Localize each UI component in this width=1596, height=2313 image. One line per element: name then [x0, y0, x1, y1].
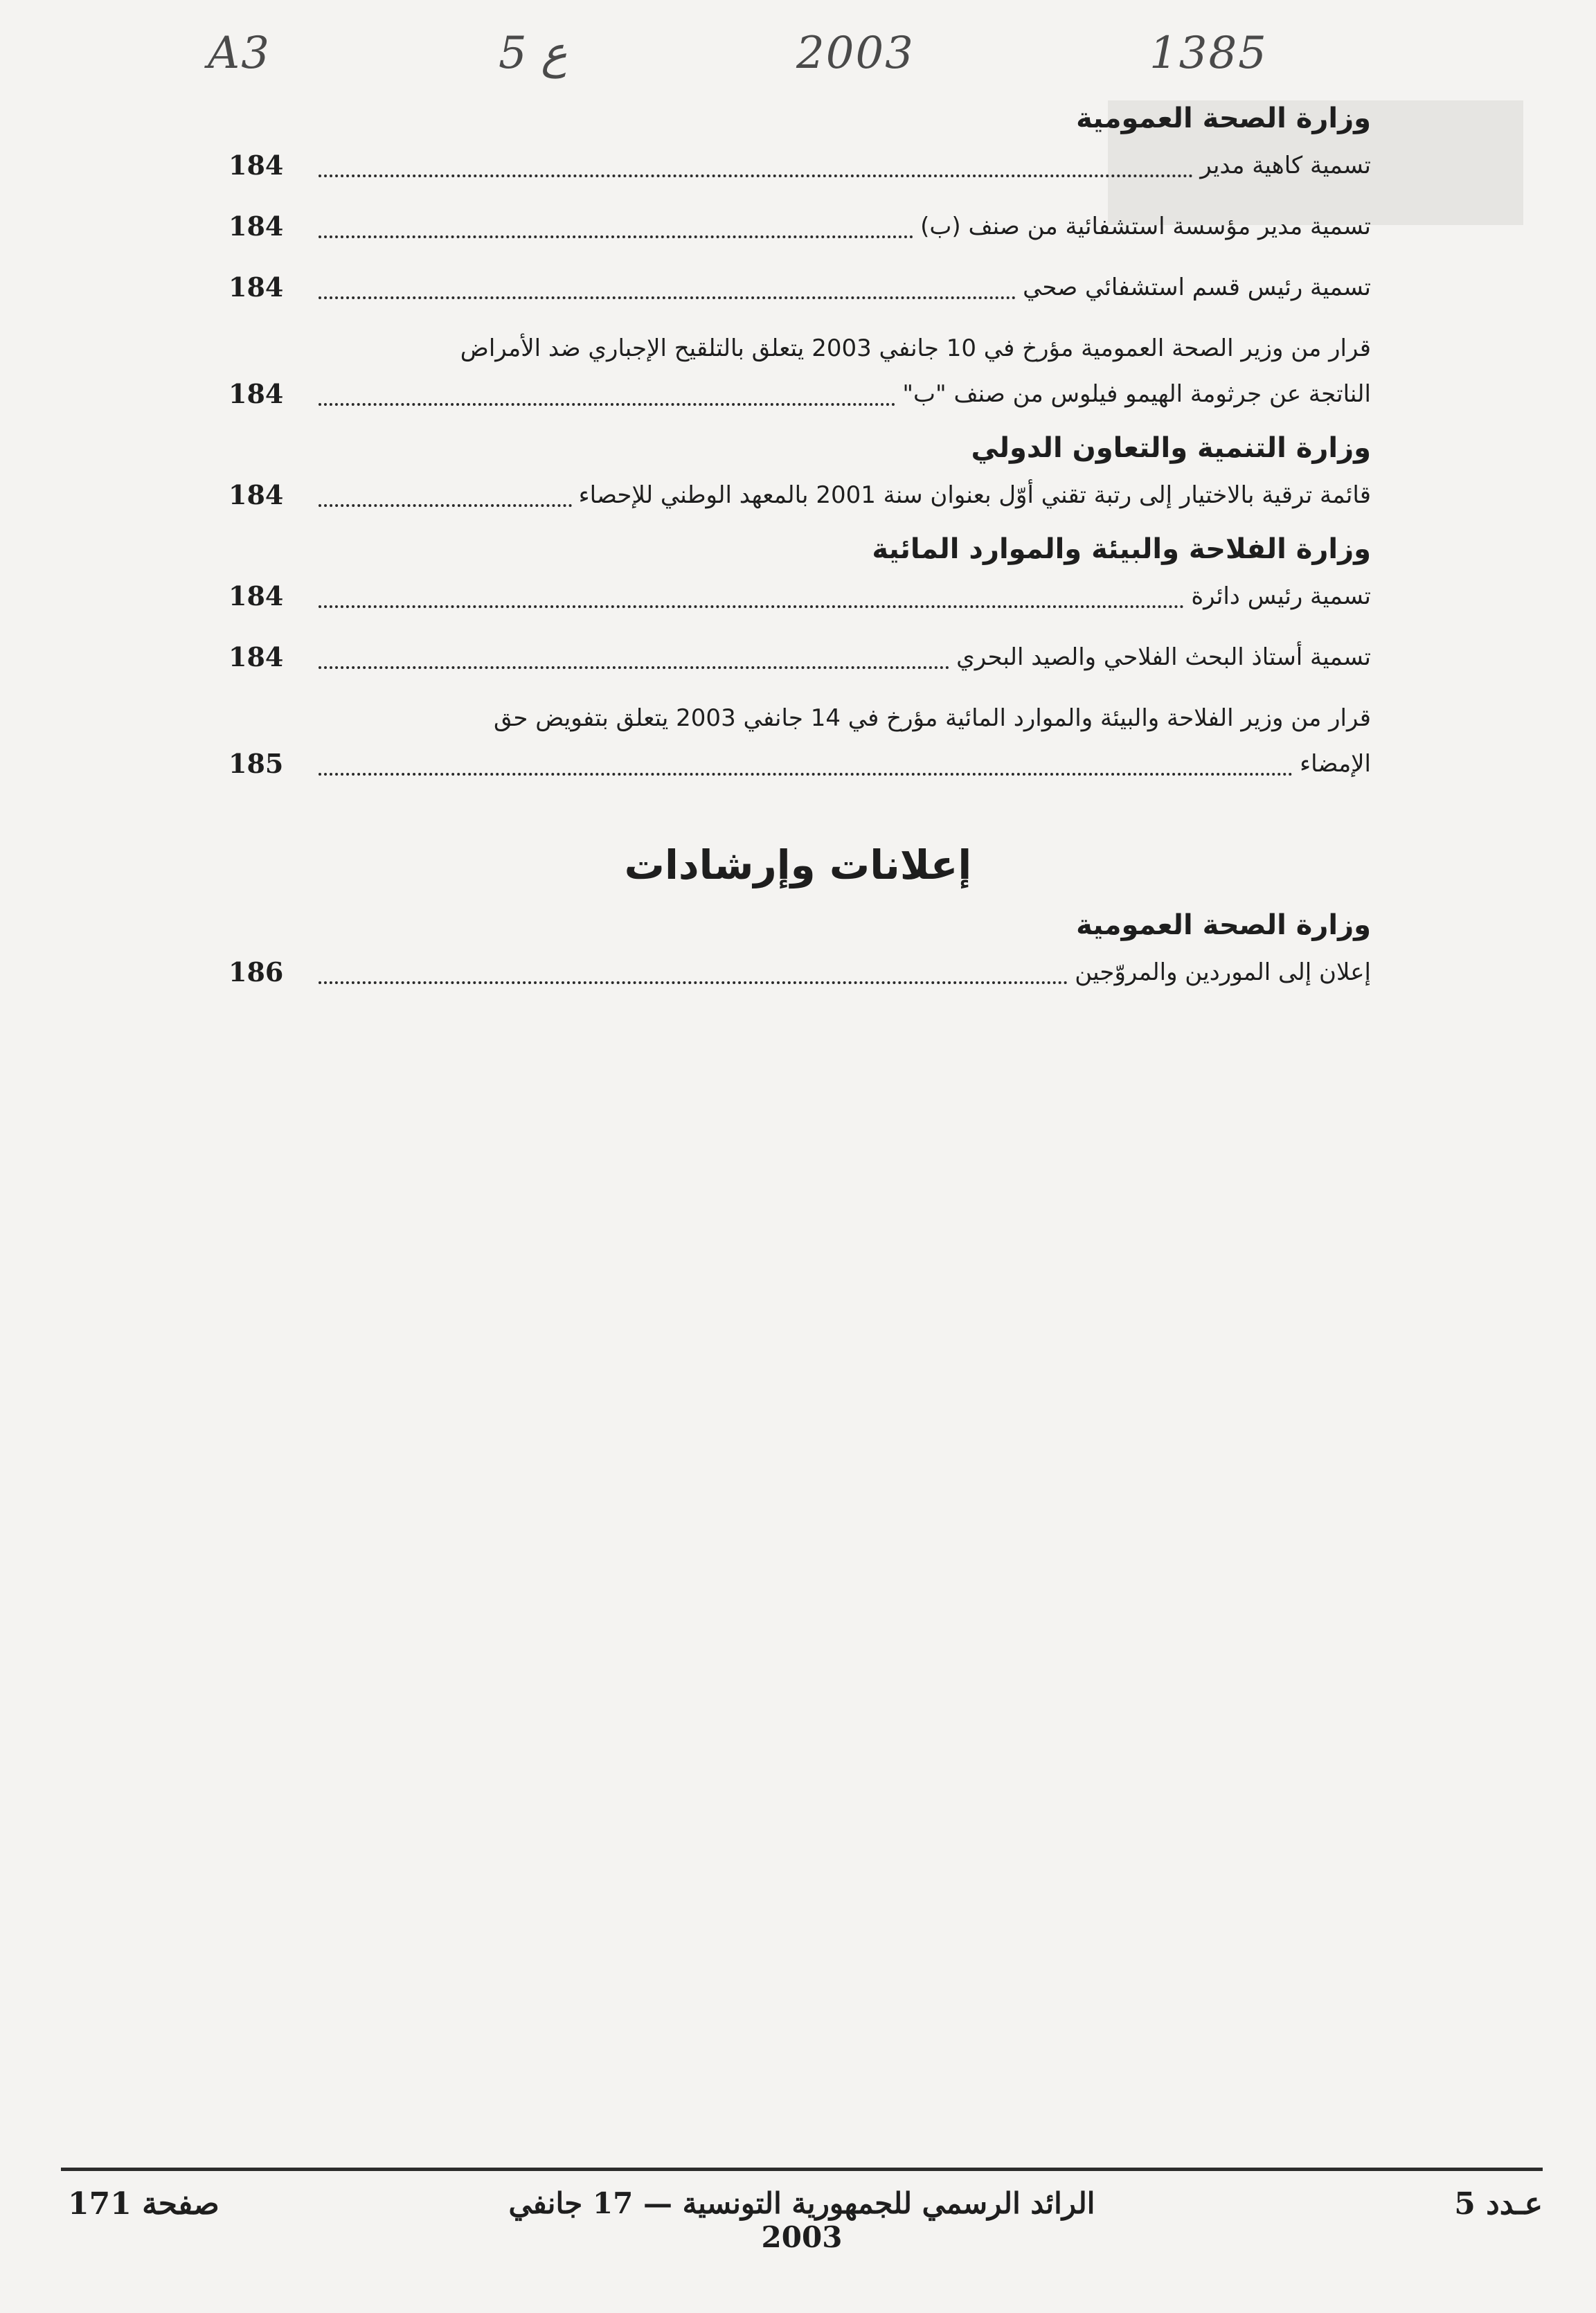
toc-entry-text-line2: الإمضاء	[1300, 750, 1371, 778]
handwritten-mark: 5 ع	[499, 28, 568, 79]
toc-entry	[228, 265, 1371, 310]
page-number: 184	[228, 479, 284, 510]
toc-entry-text: تسمية رئيس دائرة	[1191, 582, 1371, 610]
journal-title: الرائد الرسمي للجمهورية التونسية — 17 جانفي 2003	[508, 2186, 1095, 2254]
page-number: 184	[228, 378, 284, 409]
leader-dots	[319, 235, 913, 238]
page-footer	[61, 2168, 1543, 2254]
page-number: 185	[228, 748, 284, 779]
page-number: 184	[228, 580, 284, 611]
ministry-heading: وزارة الصحة العمومية	[1076, 102, 1371, 134]
page-number: 184	[228, 150, 284, 181]
page-number: 184	[228, 641, 284, 672]
leader-dots	[319, 296, 1016, 299]
table-of-contents	[228, 97, 1371, 802]
toc-entry	[228, 573, 1371, 619]
toc-entry-text: تسمية رئيس قسم استشفائي صحي	[1023, 274, 1371, 301]
leader-dots	[319, 773, 1293, 776]
toc-entry-text: قائمة ترقية بالاختيار إلى رتبة تقني أوّل بعنوان سنة 2001 بالمعهد الوطني للإحصاء	[578, 481, 1371, 509]
page-number: 184	[228, 271, 284, 303]
handwritten-mark: 1385	[1149, 28, 1268, 79]
toc-entry-text-line1: قرار من وزير الفلاحة والبيئة والموارد المائية مؤرخ في 14 جانفي 2003 يتعلق بتفويض حق	[494, 704, 1371, 732]
handwritten-mark: 2003	[796, 28, 915, 79]
leader-dots	[319, 981, 1068, 984]
page-number: 186	[228, 956, 284, 988]
toc-entry	[228, 634, 1371, 680]
toc-entry	[228, 325, 1371, 417]
toc-entry-text-line1: قرار من وزير الصحة العمومية مؤرخ في 10 جانفي 2003 يتعلق بالتلقيح الإجباري ضد الأمراض	[460, 334, 1371, 362]
toc-entry	[228, 949, 1371, 995]
ministry-heading: وزارة الفلاحة والبيئة والموارد المائية	[872, 533, 1371, 565]
toc-entry-text: تسمية مدير مؤسسة استشفائية من صنف (ب)	[920, 213, 1371, 240]
page-number: 184	[228, 211, 284, 242]
leader-dots	[319, 403, 895, 406]
toc-entry-text: تسمية أستاذ البحث الفلاحي والصيد البحري	[956, 643, 1371, 671]
leader-dots	[319, 175, 1193, 177]
toc-entry-text: تسمية كاهية مدير	[1200, 152, 1371, 179]
ministry-heading: وزارة الصحة العمومية	[1076, 909, 1371, 941]
toc-entry-text: إعلان إلى الموردين والمروّجين	[1075, 958, 1371, 986]
toc-entry	[228, 204, 1371, 249]
footer-page-number: صفحة 171	[68, 2186, 219, 2222]
announcements-contents	[228, 904, 1371, 1010]
toc-entry	[228, 472, 1371, 518]
leader-dots	[319, 666, 949, 669]
issue-number: عـدد 5	[1454, 2186, 1543, 2222]
ministry-heading: وزارة التنمية والتعاون الدولي	[971, 432, 1371, 464]
leader-dots	[319, 605, 1184, 608]
announcements-title: إعلانات وإرشادات	[624, 841, 972, 888]
toc-entry	[228, 695, 1371, 787]
toc-entry-text-line2: الناتجة عن جرثومة الهيمو فيلوس من صنف "ب"	[902, 380, 1371, 408]
leader-dots	[319, 504, 572, 507]
toc-entry	[228, 143, 1371, 188]
handwritten-mark: A3	[208, 28, 271, 79]
